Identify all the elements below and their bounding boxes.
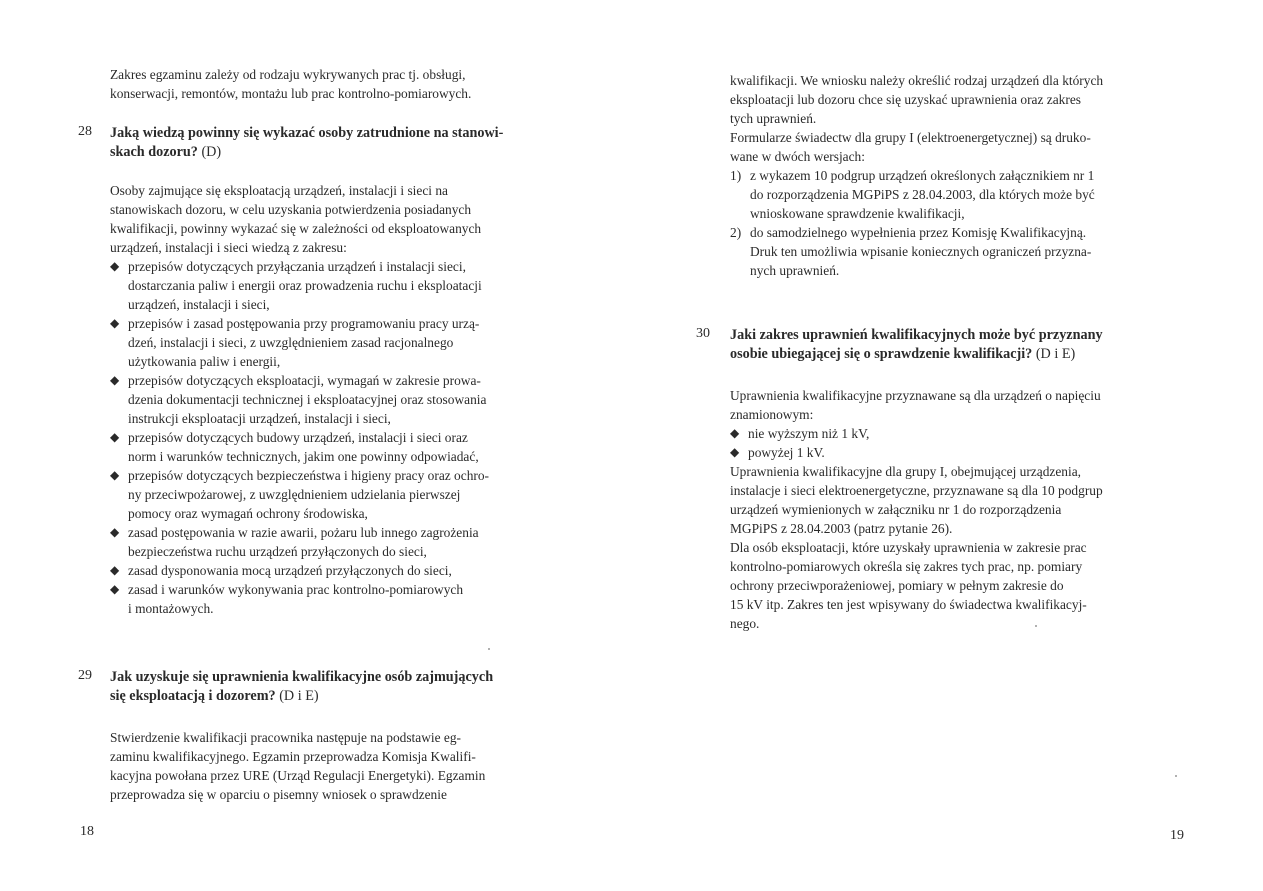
list-item: ◆ przepisów dotyczących przyłączania urządzeń i instalacji sieci, dostarczania paliw i energii oraz prowadzenia ruchu i eksploatacji urządzeń, instalacji i sieci,	[110, 259, 482, 312]
diamond-bullet-icon: ◆	[110, 316, 120, 330]
continuation-paragraph: kwalifikacji. We wniosku należy określić rodzaj urządzeń dla których eksploatacji lub dozoru chce się uzyskać uprawnienia oraz zakres tych uprawnień. Formularze świadectw dla grupy I (elektroenergetycznej) są druko- wane w dwóch wersjach:	[730, 73, 1104, 164]
page-number-left: 18	[80, 824, 94, 839]
form-versions-list	[730, 166, 1185, 280]
list-item: ◆ przepisów dotyczących bezpieczeństwa i higieny pracy oraz ochro- ny przeciwpożarowej, z uwzględnieniem udzielania pierwszej pomocy oraz wymagań ochrony środowiska,	[110, 468, 490, 521]
question-30-body: Uprawnienia kwalifikacyjne dla grupy I, obejmującej urządzenia, instalacje i sieci elektroenergetyczne, przyznawane są dla 10 podgrup urządzeń wymienionych w załączniku nr 1 do rozporządzenia MGPiPS z 28.04.2003 (patrz pytanie 26). Dla osób eksploatacji, które uzyskały uprawnienia w zakresie prac kontrolno-pomiarowych określa się zakres tych prac, np. pomiary ochrony przeciwporażeniowej, pomiary w pełnym zakresie do 15 kV itp. Zakres ten jest wpisywany do świadectwa kwalifikacyj- nego.	[730, 464, 1103, 631]
question-28-body: Osoby zajmujące się eksploatacją urządzeń, instalacji i sieci na stanowiskach dozoru, w celu uzyskania potwierdzenia posiadanych kwalifikacji, powinny wykazać się w zależności od eksploatowanych urządzeń, instalacji i sieci wiedzą z zakresu:	[110, 183, 482, 255]
diamond-bullet-icon: ◆	[110, 259, 120, 273]
question-28-title: Jaką wiedzą powinny się wykazać osoby zatrudnione na stanowi- skach dozoru? (D)	[110, 125, 504, 160]
list-item: ◆ przepisów dotyczących eksploatacji, wymagań w zakresie prowa- dzenia dokumentacji technicznej i eksploatacyjnej oraz stosowania instrukcji eksploatacji urządzeń, instalacji i sieci,	[110, 373, 487, 426]
list-item: ◆ nie wyższym niż 1 kV,	[730, 426, 870, 441]
list-item: ◆ powyżej 1 kV.	[730, 445, 825, 460]
diamond-bullet-icon: ◆	[110, 582, 120, 596]
scan-speck	[1175, 775, 1177, 777]
diamond-bullet-icon: ◆	[110, 430, 120, 444]
diamond-bullet-icon: ◆	[110, 468, 120, 482]
question-29-body: Stwierdzenie kwalifikacji pracownika następuje na podstawie eg- zaminu kwalifikacyjnego. Egzamin przeprowadza Komisja Kwalifi- kacyjna powołana przez URE (Urząd Regulacji Energetyki). Egzamin przeprowadza się w oparciu o pisemny wniosek o sprawdzenie	[110, 730, 486, 802]
intro-paragraph: Zakres egzaminu zależy od rodzaju wykrywanych prac tj. obsługi, konserwacji, remontów, montażu lub prac kontrolno-pomiarowych.	[110, 67, 472, 101]
list-item: ◆ przepisów dotyczących budowy urządzeń, instalacji i sieci oraz norm i warunków technicznych, jakim one powinny odpowiadać,	[110, 430, 479, 464]
question-28-designation: (D)	[201, 144, 222, 160]
diamond-bullet-icon: ◆	[110, 525, 120, 539]
list-item: ◆ przepisów i zasad postępowania przy programowaniu pracy urzą- dzeń, instalacji i sieci, z uwzględnieniem zasad racjonalnego użytkowania paliw i energii,	[110, 316, 480, 369]
diamond-bullet-icon: ◆	[730, 445, 740, 459]
scan-speck	[1035, 625, 1037, 627]
left-page	[0, 0, 600, 891]
diamond-bullet-icon: ◆	[110, 563, 120, 577]
page-number-right: 19	[1170, 828, 1184, 843]
question-30-intro: Uprawnienia kwalifikacyjne przyznawane są dla urządzeń o napięciu znamionowym:	[730, 388, 1101, 422]
question-30-designation: (D i E)	[1035, 346, 1076, 362]
list-item: ◆ zasad postępowania w razie awarii, pożaru lub innego zagrożenia bezpieczeństwa ruchu urządzeń przyłączonych do sieci,	[110, 525, 479, 559]
question-29-number: 29	[78, 668, 92, 683]
list-item: ◆ zasad dysponowania mocą urządzeń przyłączonych do sieci,	[110, 563, 452, 578]
question-28-number: 28	[78, 124, 92, 139]
right-page	[640, 0, 1240, 891]
question-28-bullet-list	[110, 257, 565, 618]
question-29-title: Jak uzyskuje się uprawnienia kwalifikacyjne osób zajmujących się eksploatacją i dozorem? (D i E)	[110, 669, 494, 704]
diamond-bullet-icon: ◆	[730, 426, 740, 440]
list-item: 2) do samodzielnego wypełnienia przez Komisję Kwalifikacyjną. Druk ten umożliwia wpisanie koniecznych ograniczeń przyzna- nych uprawnień.	[730, 225, 1092, 278]
diamond-bullet-icon: ◆	[110, 373, 120, 387]
scan-speck	[488, 648, 490, 650]
voltage-bullet-list	[730, 424, 1185, 462]
list-item: ◆ zasad i warunków wykonywania prac kontrolno-pomiarowych i montażowych.	[110, 582, 464, 616]
question-29-designation: (D i E)	[279, 688, 319, 704]
question-30-title: Jaki zakres uprawnień kwalifikacyjnych może być przyznany osobie ubiegającej się o sprawdzenie kwalifikacji? (D i E)	[730, 327, 1103, 362]
list-item: 1) z wykazem 10 podgrup urządzeń określonych załącznikiem nr 1 do rozporządzenia MGPiPS z 28.04.2003, dla których może być wnioskowane sprawdzenie kwalifikacji,	[730, 168, 1095, 221]
question-30-number: 30	[696, 326, 710, 341]
